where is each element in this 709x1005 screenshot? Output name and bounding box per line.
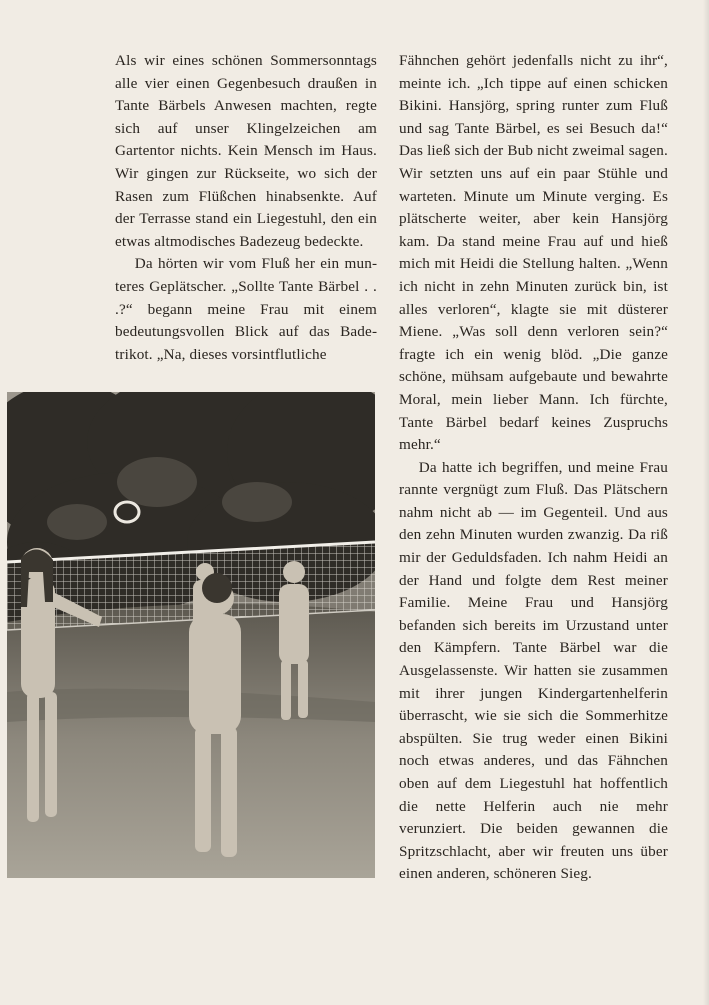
page-edge-shadow bbox=[703, 0, 709, 1005]
left-text-column bbox=[115, 50, 377, 366]
paragraph: Da hatte ich begriffen, und meine Frau rannte vergnügt zum Fluß. Das Plätschern nahm nicht ab — im Gegenteil. Und aus den zehn Minuten wurden zwanzig. Da riß mir der Geduldsfaden. Ich nahm Heidi an der Hand und folgte dem Rest meiner Familie. Meine Frau und Hansjörg befanden sich bereits im Urzustand unter den Kämpfern. Tante Bärbel war die Ausgelassenste. Wir hatten sie zusammen mit ihrer jungen Kindergartenhelferin überrascht, wie sie sich die Sommerhitze abspülten. Sie trug weder einen Bikini noch etwas anderes, und das Fähnchen oben auf dem Liegestuhl hat hoffentlich die nette Helferin auch nie mehr verunziert. Die beiden gewannen die Spritzschlacht, aber wir freuten uns über einen anderen, schöneren Sieg. bbox=[399, 458, 668, 883]
photograph-icon bbox=[7, 392, 375, 878]
paragraph: Fähnchen gehört jedenfalls nicht zu ihr“, meinte ich. „Ich tippe auf einen schicken Bikini. Hansjörg, spring runter zum Fluß und sag Tante Bärbel, es sei Besuch da!“ Das ließ sich der Bub nicht zweimal sagen. Wir setzten uns auf ein paar Stühle und warteten. Minute um Minute verging. Es plätscherte weiter, aber kein Hansjörg kam. Da stand meine Frau auf und hieß mich mit Heidi die Stellung halten. „Wenn ich nicht in zehn Minuten zurück bin, ist alles verloren“, klagte sie mit düsterer Miene. „Was soll denn verloren sein?“ fragte ich ein wenig blöd. „Die ganze schöne, mühsam aufgebaute und bewahrte Moral, mein lieber Mann. Ich fürchte, Tante Bärbel bedarf keines Zuspruchs mehr.“ bbox=[399, 52, 668, 454]
photograph bbox=[7, 392, 375, 878]
paragraph: Als wir eines schönen Sommersonntags alle vier einen Gegenbesuch draußen in Tante Bärbels Anwesen machten, regte sich auf unser Klingelzeichen am Gartentor nichts. Kein Mensch im Haus. Wir gingen zur Rückseite, wo sich der Rasen zum Flüßchen hinabsenkte. Auf der Terrasse stand ein Liegestuhl, den ein etwas altmodisches Badezeug bedeckte. bbox=[115, 52, 377, 250]
right-text-column bbox=[399, 50, 668, 886]
paragraph: Da hörten wir vom Fluß her ein munteres Geplätscher. „Sollte Tante Bärbel . . .?“ begann meine Frau mit einem bedeutungsvollen Blick auf das Badetrikot. „Na, dieses vorsintflutliche bbox=[115, 255, 377, 363]
